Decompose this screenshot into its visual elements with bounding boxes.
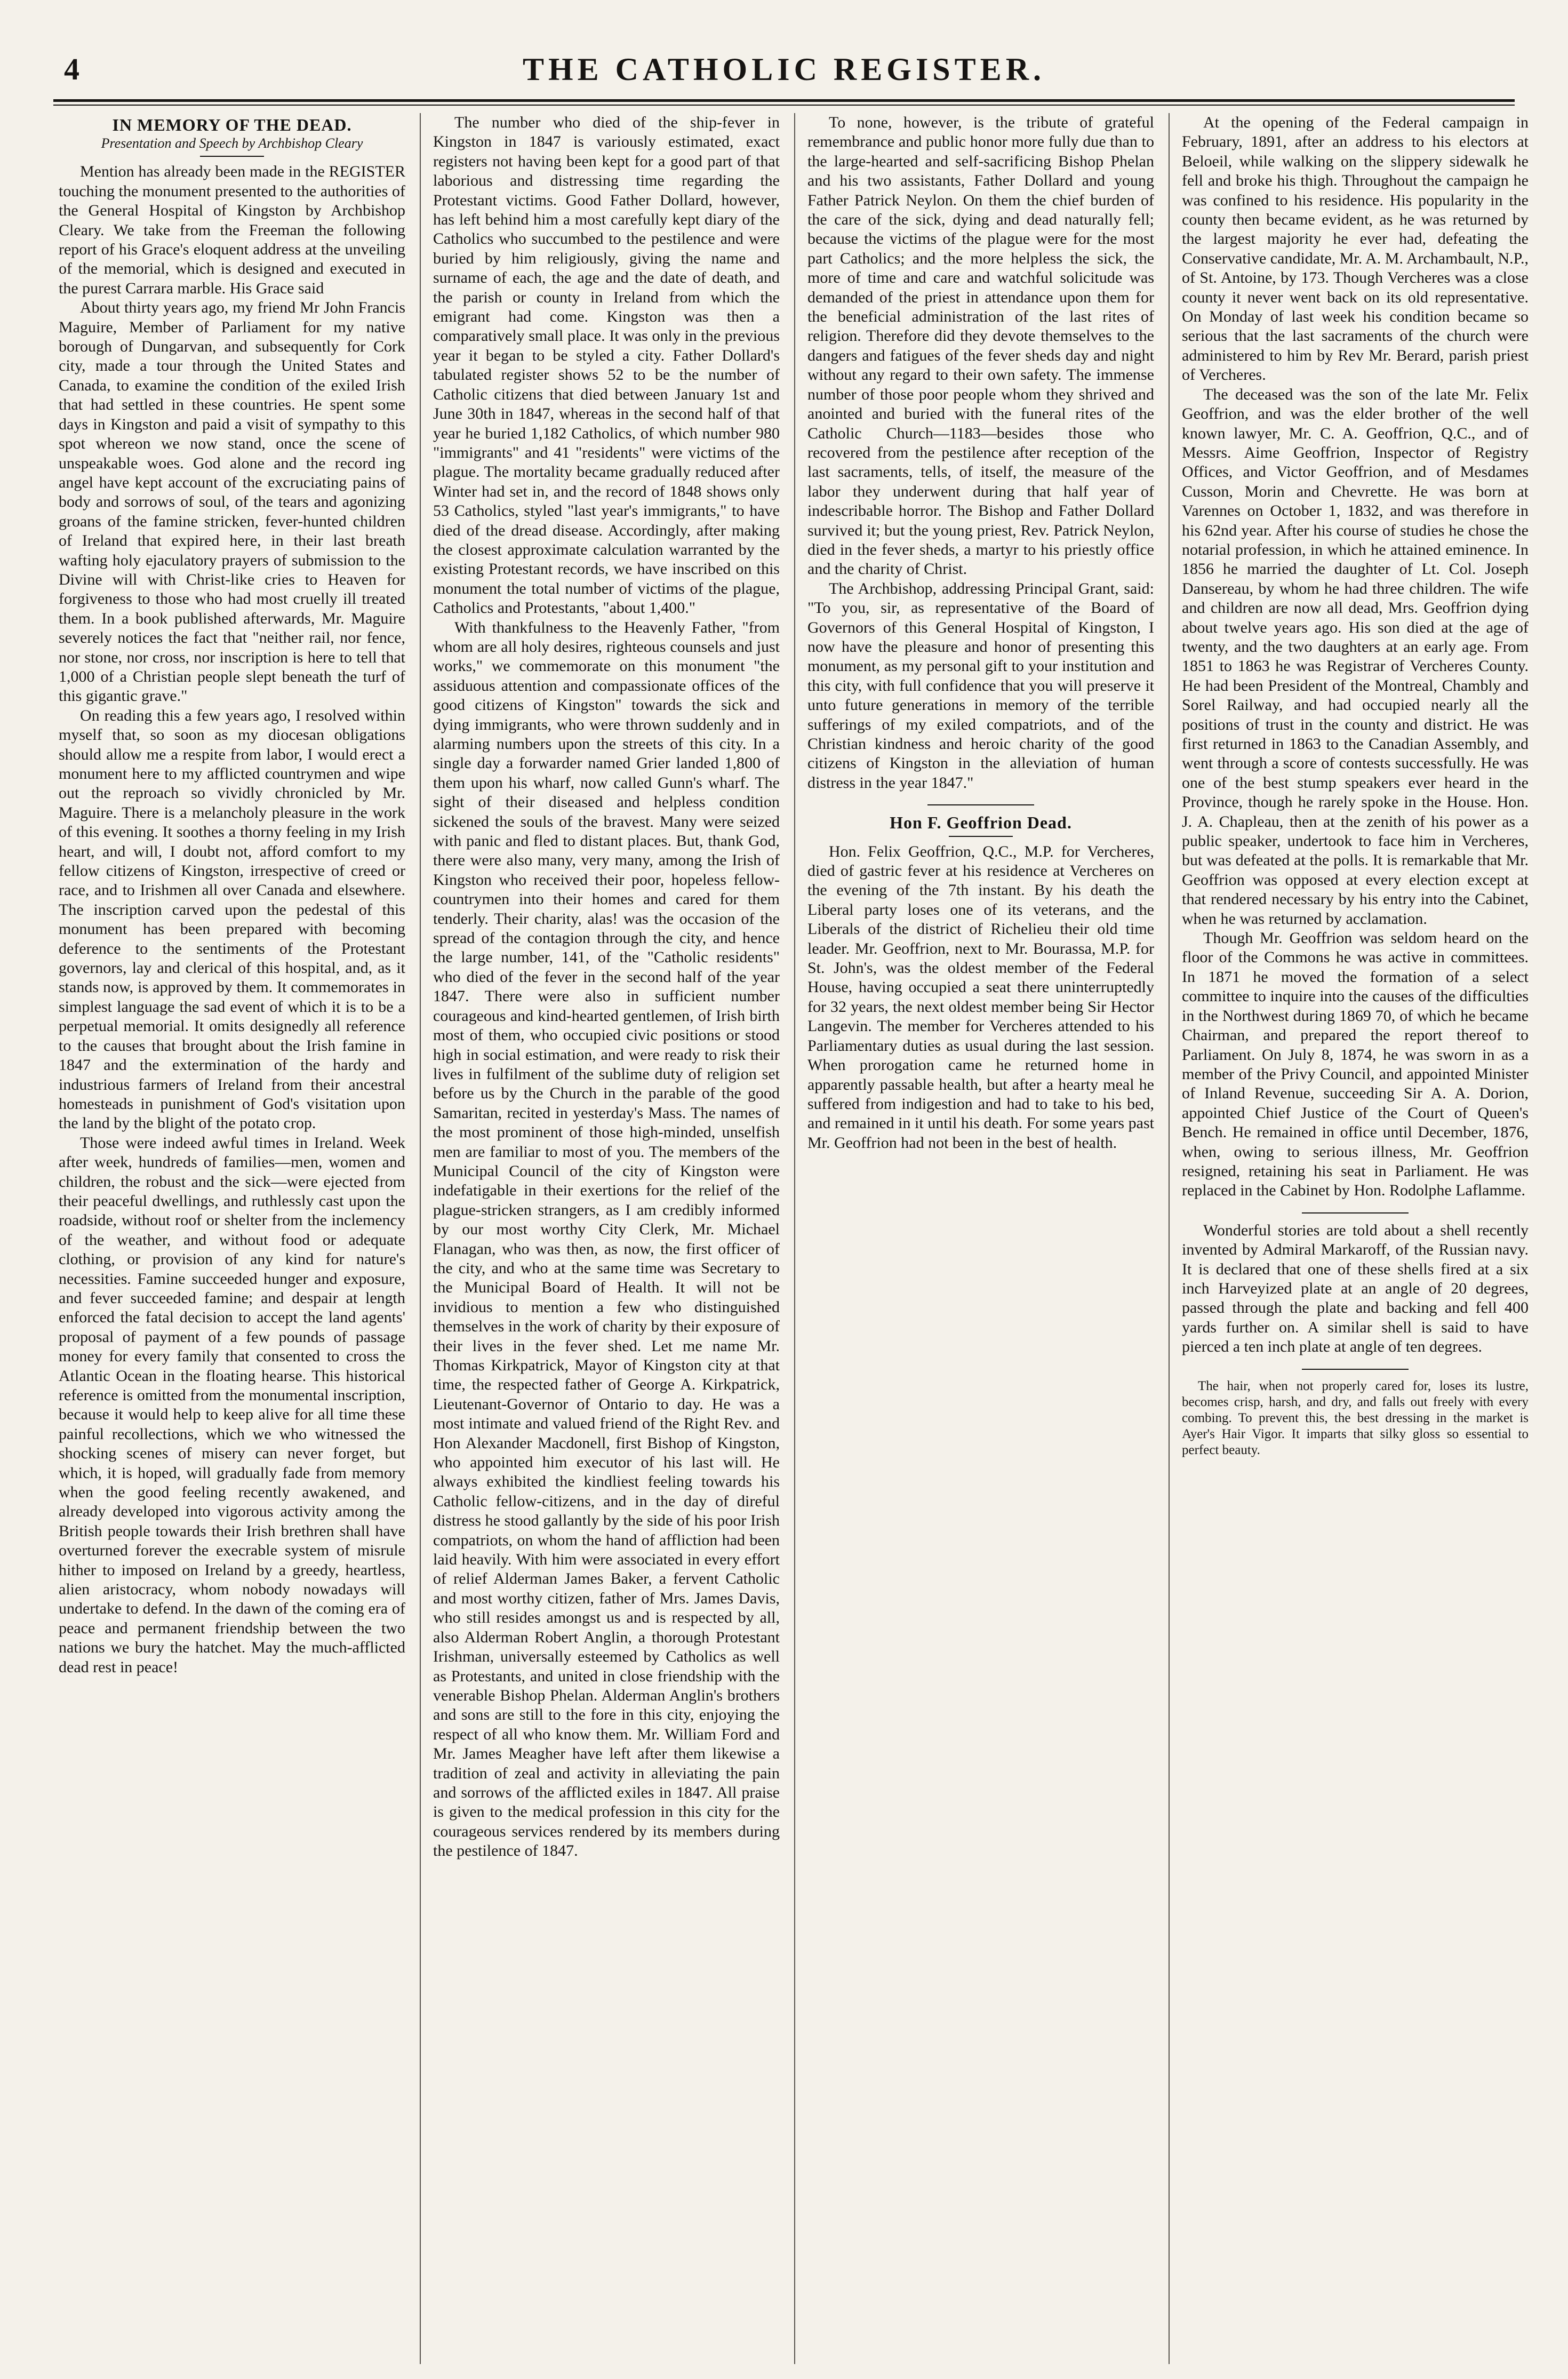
paragraph: With thankfulness to the Heavenly Father, "from whom are all holy desires, righteous counsels and just works," we commemorate on this monument "the assiduous attention and compassionate offices of the good citizens of Kingston" towards the sick and dying immigrants, who were thrown suddenly and in alarming numbers upon the streets of this city. In a single day a forwarder named Grier landed 1,800 of them upon his wharf, now called Gunn's wharf. The sight of their diseased and helpless condition sickened the souls of the bravest. Many were seized with panic and fled to distant places. But, thank God, there were also many, very many, among the Irish of Kingston who received their poor, hopeless fellow-countrymen into their homes and cared for them tenderly. Their charity, alas! was the occasion of the spread of the contagion through the city, and hence the large number, 141, of the "Catholic residents" who died of the fever in the second half of the year 1847. There were also in sufficient number courageous and kind-hearted gentlemen, of Irish birth most of them, who occupied civic positions or stood high in social estimation, and were ready to risk their lives in fulfilment of the sublime duty of religion set before us by the Church in the parable of the good Samaritan, recited in yesterday's Mass. The names of the most prominent of those high-minded, unselfish men are familiar to most of you. The members of the Municipal Council of the city of Kingston were indefatigable in their exertions for the relief of the plague-stricken strangers, as I am credibly informed by our most worthy City Clerk, Mr. Michael Flanagan, who was then, as now, the first officer of the city, and who at the same time was Secretary to the Municipal Board of Health. It will not be invidious to mention a few who distinguished themselves in the work of charity by their exposure of their lives in the fever shed. Let me name Mr. Thomas Kirkpatrick, Mayor of Kingston city at that time, the respected father of George A. Kirkpatrick, Lieutenant-Governor of Ontario to day. He was a most intimate and valued friend of the Right Rev. and Hon Alexander Macdonell, first Bishop of Kingston, who appointed him executor of his last will. He always exhibited the kindliest feeling towards his Catholic fellow-citizens, and in the day of direful distress he stood gallantly by the side of his poor Irish compatriots, on whom the hand of affliction had been laid heavily. With him were associated in every effort of relief Alderman James Baker, a fervent Catholic and most worthy citizen, father of Mrs. James Davis, who still resides amongst us and is respected by all, also Alderman Robert Anglin, a thorough Protestant Irishman, universally esteemed by Catholics as well as Protestants, and united in close friendship with the venerable Bishop Phelan. Alderman Anglin's brothers and sons are still to the fore in this city, enjoying the respect of all who know them. Mr. William Ford and Mr. James Meagher have left after them likewise a tradition of zeal and activity in alleviating the pain and sorrows of the afflicted exiles in 1847. All praise is given to the medical profession in this city for the courageous services rendered by its members during the pestilence of 1847.	[433, 618, 780, 1860]
column-divider	[420, 113, 421, 2364]
paragraph: Wonderful stories are told about a shell recently invented by Admiral Markaroff, of the Russian navy. It is declared that one of these shells fired at a six inch Harveyized plate at an angle of 20 degrees, passed through the plate and backing and fell 400 yards further on. A similar shell is said to have pierced a ten inch plate at angle of ten degrees.	[1182, 1221, 1529, 1356]
paragraph: The number who died of the ship-fever in Kingston in 1847 is variously estimated, exact registers not having been kept for a good part of that laborious and distressing time regarding the Protestant victims. Good Father Dollard, however, has left behind him a most carefully kept diary of the Catholics who succumbed to the pestilence and were buried by him religiously, giving the name and surname of each, the age and the date of death, and the parish or county in Ireland from which the emigrant had come. Kingston was then a comparatively small place. It was only in the previous year it began to be styled a city. Father Dollard's tabulated register shows 52 to be the number of Catholic citizens that died between January 1st and June 30th in 1847, whereas in the second half of that year he buried 1,182 Catholics, of which number 980 "immigrants" and 41 "residents" were victims of the plague. The mortality became gradually reduced after Winter had set in, and the record of 1848 shows only 53 Catholics, styled "last year's immigrants," to have died of the dread disease. Accordingly, after making the closest approximate calculation warranted by the existing Protestant records, we have inscribed on this monument the total number of victims of the plague, Catholics and Protestants, "about 1,400."	[433, 114, 780, 617]
article-subheading: Presentation and Speech by Archbishop Cleary	[101, 135, 363, 151]
header-rule-thin	[53, 105, 1515, 106]
paragraph: Those were indeed awful times in Ireland. Week after week, hundreds of families—men, women and children, the robust and the sick—were ejected from their peaceful dwellings, and ruthlessly cast upon the roadside, without roof or shelter from the inclemency of the weather, and without food or adequate clothing, or provision of any kind for nature's necessities. Famine succeeded hunger and exposure, and fever succeeded famine; and despair at length enforced the fatal decision to accept the land agents' proposal of payment of a few pounds of passage money for every family that consented to cross the Atlantic Ocean in the floating hearse. This historical reference is omitted from the monumental inscription, because it would help to keep alive for all time these painful recollections, which we who witnessed the shocking scenes of misery can never forget, but which, it is hoped, will gradually fade from memory when the good feeling recently awakened, and already developed into vigorous activity among the British people towards their Irish brethren shall have overturned forever the execrable system of misrule hither to imposed on Ireland by a greedy, heartless, alien aristocracy, whom nobody nowadays will undertake to defend. In the dawn of the coming era of peace and permanent friendship between the two nations we bury the hatchet. May the much-afflicted dead rest in peace!	[59, 1133, 405, 1676]
article-heading: Hon F. Geoffrion Dead.	[890, 813, 1072, 833]
page-header	[53, 51, 1515, 97]
divider	[949, 836, 1013, 837]
header-rule	[53, 99, 1515, 102]
paragraph: The deceased was the son of the late Mr. Felix Geoffrion, and was the elder brother of the well known lawyer, Mr. C. A. Geoffrion, Q.C., and of Messrs. Aime Geoffrion, Inspector of Registry Offices, and Victor Geoffrion, and of Mesdames Cusson, Morin and Chevrette. He was born at Varennes on October 1, 1832, and was therefore in his 62nd year. After his course of studies he chose the notarial profession, in which he attained eminence. In 1856 he married the daughter of Lt. Col. Joseph Dansereau, by whom he had three children. The wife and children are now all dead, Mrs. Geoffrion dying about twelve years ago. His son died at the age of twenty, and the two daughters at an early age. From 1851 to 1863 he was Registrar of Vercheres County. He had been President of the Montreal, Chambly and Sorel Railway, and had occupied nearly all the positions of trust in the county and district. He was first returned in 1863 to the Canadian Assembly, and went through a score of contests successfully. He was one of the best stump speakers ever heard in the Province, though he rarely spoke in the House. Hon. J. A. Chapleau, then at the zenith of his power as a public speaker, undertook to face him in Vercheres, but was defeated at the polls. It is remarkable that Mr. Geoffrion was opposed at every election except at that rendered necessary by his entry into the Cabinet, when he was returned by acclamation.	[1182, 385, 1529, 928]
column-2	[433, 113, 780, 2364]
masthead: THE CATHOLIC REGISTER.	[522, 52, 1046, 87]
column-divider	[794, 113, 795, 2364]
paragraph: Though Mr. Geoffrion was seldom heard on the floor of the Commons he was active in committees. In 1871 he moved the formation of a select committee to inquire into the causes of the difficulties in the Northwest during 1869 70, of which he became Chairman, and prepared the report thereof to Parliament. On July 8, 1874, he was sworn in as a member of the Privy Council, and appointed Minister of Inland Revenue, succeeding Sir A. A. Dorion, appointed Chief Justice of the Court of Queen's Bench. He remained in office until December, 1876, when, owing to serious illness, Mr. Geoffrion resigned, retaining his seat in Parliament. He was replaced in the Cabinet by Hon. Rodolphe Laflamme.	[1182, 929, 1529, 1200]
divider	[200, 156, 264, 157]
column-3	[807, 113, 1154, 2364]
article-heading: IN MEMORY OF THE DEAD.	[112, 115, 352, 134]
paragraph: Hon. Felix Geoffrion, Q.C., M.P. for Vercheres, died of gastric fever at his residence at Vercheres on the evening of the 7th instant. By his death the Liberal party loses one of its veterans, and the Liberals of the district of Richelieu their old time leader. Mr. Geoffrion, next to Mr. Bourassa, M.P. for St. John's, was the oldest member of the Federal House, having occupied a seat there uninterruptedly for 32 years, the next oldest member being Sir Hector Langevin. The member for Vercheres attended to his Parliamentary duties as usual during the last session. When prorogation came he returned home in apparently passable health, but after a hearty meal he suffered from indigestion and had to take to his bed, and remained in it until his death. For some years past Mr. Geoffrion had not been in the best of health.	[807, 842, 1154, 1152]
paragraph: Mention has already been made in the REGISTER touching the monument presented to the authorities of the General Hospital of Kingston by Archbishop Cleary. We take from the Freeman the following report of his Grace's eloquent address at the unveiling of the memorial, which is designed and executed in the purest Carrara marble. His Grace said	[59, 163, 405, 297]
divider	[927, 804, 1034, 805]
advertisement	[1182, 1378, 1529, 1458]
paragraph: On reading this a few years ago, I resolved within myself that, so soon as my diocesan obligations should allow me a respite from labor, I would erect a monument here to my afflicted countrymen and wipe out the reproach so vividly chronicled by Mr. Maguire. There is a melancholy pleasure in the work of this evening. It soothes a thorny feeling in my Irish heart, and will, I doubt not, afford comfort to my fellow citizens of Kingston, irrespective of creed or race, and to Irishmen all over Canada and elsewhere. The inscription carved upon the pedestal of this monument has been prepared with becoming deference to the sentiments of the Protestant governors, lay and clerical of this hospital, and, as it stands now, is approved by them. It commemorates in simplest language the sad event of which it is to be a perpetual memorial. It omits designedly all reference to the causes that brought about the Irish famine in 1847 and the extermination of the hardy and industrious farmers of Ireland from their ancestral homesteads in punishment of God's visitation upon the land by the blight of the potato crop.	[59, 706, 405, 1132]
divider	[1302, 1369, 1409, 1370]
paragraph: At the opening of the Federal campaign in February, 1891, after an address to his electors at Beloeil, while walking on the slippery sidewalk he fell and broke his thigh. Throughout the campaign he was confined to his residence. His popularity in the county then became evident, as he was returned by the largest majority he ever had, defeating the Conservative candidate, Mr. A. M. Archambault, N.P., of St. Antoine, by 173. Though Vercheres was a close county it never went back on its old representative. On Monday of last week his condition became so serious that the last sacraments of the church were administered to him by Rev Mr. Berard, parish priest of Vercheres.	[1182, 114, 1529, 384]
divider	[1302, 1212, 1409, 1214]
paragraph: About thirty years ago, my friend Mr John Francis Maguire, Member of Parliament for my native borough of Dungarvan, and subsequently for Cork city, made a tour through the United States and Canada, to examine the condition of the exiled Irish that had settled in these countries. He spent some days in Kingston and paid a visit of sympathy to this spot whereon we now stand, once the scene of unspeakable woes. God alone and the record ing angel have kept account of the excruciating pains of body and sorrows of soul, of the tears and agonizing groans of the famine stricken, fever-hunted children of Ireland that expired here, in their last breath wafting holy ejaculatory prayers of submission to the Divine will with Christ-like cries to Heaven for forgiveness to those who had most cruelly ill treated them. In a book published afterwards, Mr. Maguire severely notices the fact that "neither rail, nor fence, nor stone, nor cross, nor inscription is here to tell that 1,000 of a Christian people slept beneath the turf of this gigantic grave."	[59, 299, 405, 705]
page-number: 4	[64, 52, 79, 86]
paragraph: To none, however, is the tribute of grateful remembrance and public honor more fully due than to the large-hearted and self-sacrificing Bishop Phelan and his two assistants, Father Dollard and young Father Patrick Neylon. On them the chief burden of the care of the sick, dying and dead naturally fell; because the victims of the plague were for the most part Catholics; and the more helpless the sick, the more of time and care and watchful solicitude was demanded of the priest in attendance upon them for the beneficial administration of the last rites of religion. Therefore did they devote themselves to the dangers and fatigues of the fever sheds day and night without any regard to their own safety. The immense number of those poor people whom they shrived and anointed and buried with the funeral rites of the Catholic Church—1183—besides those who recovered from the pestilence after reception of the last sacraments, tells, of itself, the measure of the labor they underwent during that half year of indescribable horror. The Bishop and Father Dollard survived it; but the young priest, Rev. Patrick Neylon, died in the fever sheds, a martyr to his priestly office and the charity of Christ.	[807, 114, 1154, 578]
column-1	[59, 113, 405, 2364]
ad-text: The hair, when not properly cared for, loses its lustre, becomes crisp, harsh, and dry, and falls out freely with every combing. To prevent this, the best dressing in the market is Ayer's Hair Vigor. It imparts that silky gloss so essential to perfect beauty.	[1182, 1378, 1529, 1457]
column-4	[1182, 113, 1529, 2364]
paragraph: The Archbishop, addressing Principal Grant, said: "To you, sir, as representative of the Board of Governors of this General Hospital of Kingston, I now have the pleasure and honor of presenting this monument, as my personal gift to your institution and this city, with full confidence that you will preserve it unto future generations in memory of the terrible sufferings of my exiled compatriots, and of the Christian kindness and heroic charity of the good citizens of Kingston in the alleviation of human distress in the year 1847."	[807, 579, 1154, 792]
column-divider	[1169, 113, 1170, 2364]
